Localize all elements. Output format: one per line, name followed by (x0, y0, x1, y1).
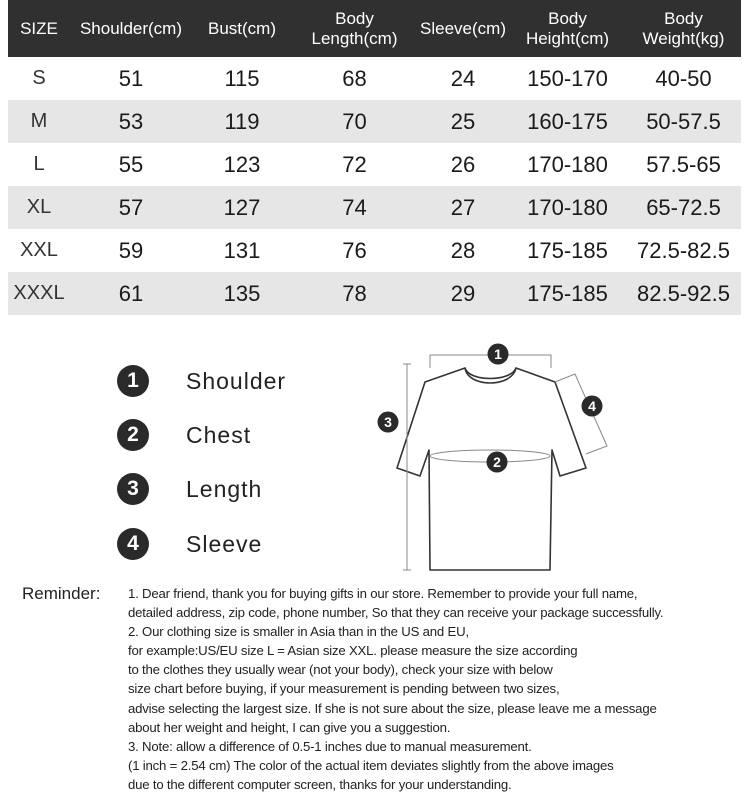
table-cell: 28 (450, 237, 476, 263)
table-cell: 50-57.5 (646, 108, 721, 134)
legend-label: Shoulder (186, 367, 287, 394)
table-cell: L (33, 153, 45, 175)
table-header (8, 0, 741, 57)
table-cell: 65-72.5 (646, 194, 721, 220)
table-cell: 57.5-65 (646, 151, 721, 177)
table-cell: 61 (118, 280, 144, 306)
table-cell: 78 (342, 280, 367, 306)
table-cell: 55 (118, 151, 144, 177)
table-row (8, 143, 741, 186)
table-row (8, 186, 741, 229)
table-row (8, 229, 741, 272)
marker-3 (378, 412, 399, 433)
table-cell: 76 (342, 237, 367, 263)
reminder-line: advise selecting the largest size. If she is not sure about the size, please leave me a message (128, 700, 657, 716)
header-body-height: Body Height(cm) (525, 8, 610, 48)
table-row (8, 57, 741, 100)
reminder-line: 3. Note: allow a difference of 0.5-1 inches due to manual measurement. (128, 738, 532, 754)
reminder-text (128, 584, 743, 794)
svg-text:2: 2 (493, 454, 501, 470)
table-cell: 170-180 (527, 151, 608, 177)
legend-label: Length (186, 475, 263, 502)
svg-text:3: 3 (384, 414, 392, 430)
reminder-title: Reminder: (22, 584, 101, 603)
legend-item-chest (117, 419, 251, 451)
header-shoulder: Shoulder(cm) (79, 18, 183, 38)
table-cell: XXL (20, 239, 58, 261)
table-cell: 26 (450, 151, 476, 177)
number-badge: 2 (117, 419, 149, 451)
table-cell: 51 (118, 65, 144, 91)
table-cell: 59 (118, 237, 144, 263)
svg-text:4: 4 (588, 398, 596, 414)
legend-item-sleeve (117, 528, 262, 560)
marker-4 (582, 396, 603, 417)
table-cell: 25 (450, 108, 476, 134)
reminder-line: for example:US/EU size L = Asian size XXL. please measure the size according (128, 643, 578, 659)
header-body-length: Body Length(cm) (311, 8, 398, 48)
table-cell: 27 (450, 194, 476, 220)
reminder-line: to the clothes they usually wear (not your body), check your size with below (128, 662, 553, 678)
table-cell: S (32, 67, 46, 89)
reminder-line: 1. Dear friend, thank you for buying gifts in our store. Remember to provide your full name, (128, 586, 638, 601)
reminder-line: due to the different computer screen, thanks for your understanding. (128, 776, 512, 792)
table-cell: 135 (223, 280, 261, 306)
table-cell: 57 (118, 194, 144, 220)
reminder-line: size chart before buying, if your measurement is pending between two sizes, (128, 681, 560, 697)
header-body-weight: Body Weight(kg) (642, 8, 725, 48)
reminder-line: detailed address, zip code, phone number, So that they can receive your package successfully. (128, 605, 664, 621)
table-cell: M (30, 110, 48, 132)
table-cell: 160-175 (527, 108, 608, 134)
table-cell: 115 (224, 65, 260, 91)
table-cell: 175-185 (527, 280, 608, 306)
legend-label: Chest (186, 421, 252, 448)
legend-item-shoulder (117, 365, 286, 397)
header-sleeve: Sleeve(cm) (420, 18, 506, 38)
table-cell: 24 (450, 65, 476, 91)
table-cell: 70 (342, 108, 367, 134)
tshirt-measurement-diagram (365, 338, 615, 578)
number-badge: 1 (117, 365, 149, 397)
reminder-line: 2. Our clothing size is smaller in Asia than in the US and EU, (128, 624, 469, 640)
size-chart-table (8, 0, 741, 315)
table-cell: 53 (118, 108, 144, 134)
legend-item-length (117, 473, 262, 505)
sleeve-measure-line (555, 374, 607, 454)
reminder-line: about her weight and height, I can give you a suggestion. (128, 719, 451, 735)
number-badge: 4 (117, 528, 149, 560)
table-cell: 123 (223, 151, 261, 177)
marker-1 (488, 344, 509, 365)
table-cell: 72 (342, 151, 367, 177)
table-cell: 119 (224, 108, 260, 134)
table-row (8, 100, 741, 143)
table-cell: 150-170 (527, 65, 608, 91)
table-cell: 82.5-92.5 (637, 280, 730, 306)
table-cell: 170-180 (527, 194, 608, 220)
marker-2 (487, 452, 508, 473)
table-cell: 127 (223, 194, 261, 220)
table-cell: XXXL (13, 282, 65, 304)
table-cell: 72.5-82.5 (637, 237, 730, 263)
table-cell: 131 (223, 237, 261, 263)
header-bust: Bust(cm) (208, 18, 276, 38)
table-cell: 175-185 (527, 237, 608, 263)
table-cell: 29 (450, 280, 476, 306)
header-size: SIZE (20, 18, 58, 38)
table-row (8, 272, 741, 315)
svg-text:1: 1 (494, 346, 502, 362)
table-cell: XL (26, 196, 52, 218)
reminder-line: (1 inch = 2.54 cm) The color of the actual item deviates slightly from the above images (128, 757, 614, 773)
table-cell: 40-50 (655, 65, 712, 91)
table-cell: 74 (342, 194, 367, 220)
legend-label: Sleeve (186, 530, 263, 557)
length-measure-line (403, 364, 411, 570)
table-cell: 68 (342, 65, 367, 91)
number-badge: 3 (117, 473, 149, 505)
